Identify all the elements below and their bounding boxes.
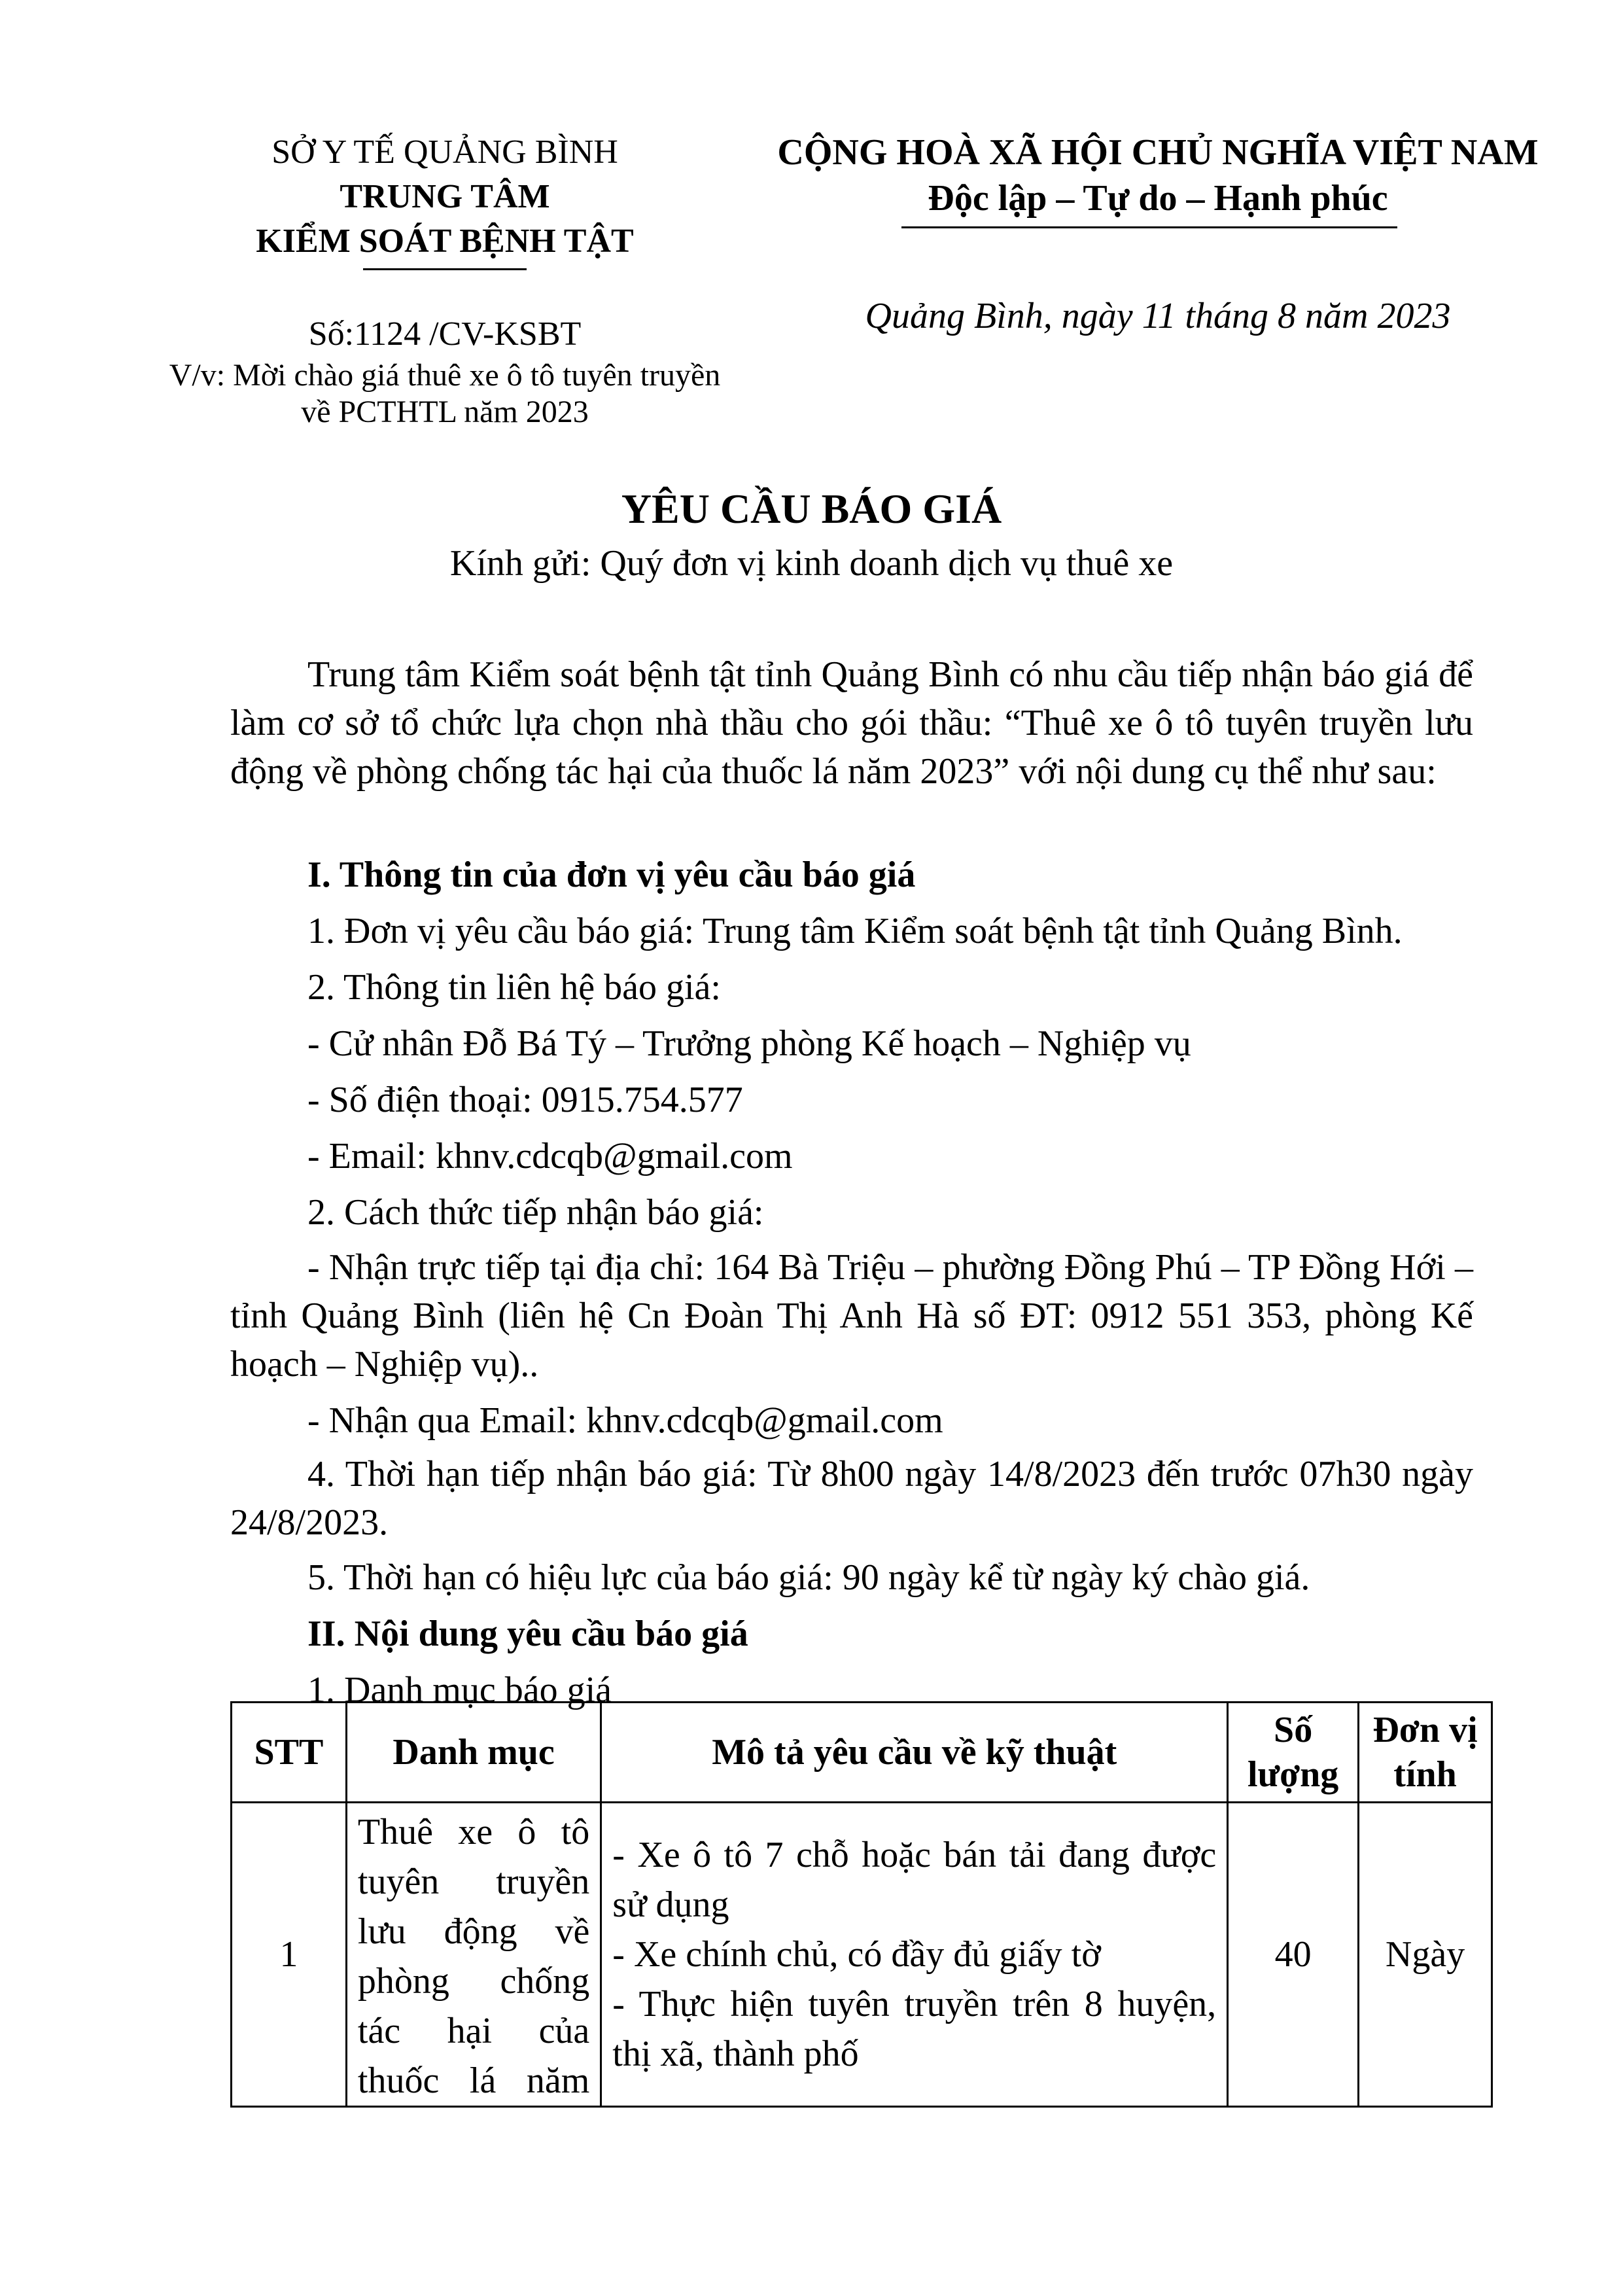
header-category: Danh mục [346,1703,601,1803]
section1-item5: 5. Thời hạn có hiệu lực của báo giá: 90 ngày kể từ ngày ký chào giá. [307,1557,1310,1598]
section1-item2: 2. Thông tin liên hệ báo giá: [307,967,721,1008]
row-unit: Ngày [1359,1803,1492,2107]
table-header-row [232,1703,1492,1803]
header-quantity: Số lượng [1228,1703,1359,1803]
section1-item1: 1. Đơn vị yêu cầu báo giá: Trung tâm Kiểm soát bệnh tật tỉnh Quảng Bình. [307,911,1403,951]
requirement-vehicle: - Xe ô tô 7 chỗ hoặc bán tải đang được sử dụng [612,1835,1217,1925]
country-name: CỘNG HOÀ XÃ HỘI CHỦ NGHĨA VIỆT NAM [777,132,1539,173]
place-date: Quảng Bình, ngày 11 tháng 8 năm 2023 [865,296,1451,336]
document-title: YÊU CẦU BÁO GIÁ [621,486,1002,532]
header-unit: Đơn vị tính [1359,1703,1492,1803]
subject-line2: về PCTHTL năm 2023 [301,395,589,429]
requirement-coverage: - Thực hiện tuyên truyền trên 8 huyện, thị xã, thành phố [612,1984,1217,2074]
contact-email: - Email: khnv.cdcqb@gmail.com [307,1136,793,1176]
header-stt: STT [232,1703,347,1803]
section1-item3: 2. Cách thức tiếp nhận báo giá: [307,1192,764,1233]
agency-underline [363,268,527,270]
motto-underline [901,226,1397,228]
row-category: Thuê xe ô tô tuyên truyền lưu động về phòng chống tác hại của thuốc lá năm [346,1803,601,2107]
agency-center-line2: KIỂM SOÁT BỆNH TẬT [256,222,634,260]
quote-table [230,1701,1493,2108]
agency-center-line1: TRUNG TÂM [340,178,550,215]
requirement-ownership: - Xe chính chủ, có đầy đủ giấy tờ [612,1934,1101,1975]
header-description: Mô tả yêu cầu về kỹ thuật [601,1703,1228,1803]
recipient: Kính gửi: Quý đơn vị kinh doanh dịch vụ thuê xe [449,543,1174,584]
row-quantity: 40 [1228,1803,1359,2107]
intro-paragraph: Trung tâm Kiểm soát bệnh tật tỉnh Quảng Bình có nhu cầu tiếp nhận báo giá để làm cơ sở tổ chức lựa chọn nhà thầu cho gói thầu: “Thuê xe ô tô tuyên truyền lưu động về phòng chống tác hại của thuốc lá năm 2023” với nội dung cụ thể như sau: [230,654,1473,792]
row-stt: 1 [232,1803,347,2107]
receive-email: - Nhận qua Email: khnv.cdcqb@gmail.com [307,1400,943,1441]
section2-heading: II. Nội dung yêu cầu báo giá [307,1614,748,1654]
receive-direct: - Nhận trực tiếp tại địa chỉ: 164 Bà Triệu – phường Đồng Phú – TP Đồng Hới – tỉnh Quảng Bình (liên hệ Cn Đoàn Thị Anh Hà số ĐT: 0912 551 353, phòng Kế hoạch – Nghiệp vụ).. [230,1247,1473,1385]
section1-item4: 4. Thời hạn tiếp nhận báo giá: Từ 8h00 ngày 14/8/2023 đến trước 07h30 ngày 24/8/2023. [230,1454,1473,1543]
row-description [601,1803,1228,2107]
national-motto: Độc lập – Tự do – Hạnh phúc [928,178,1388,219]
table-row [232,1803,1492,2107]
section2-item1: 1. Danh mục báo giá [307,1670,612,1710]
subject-line1: V/v: Mời chào giá thuê xe ô tô tuyên truyền [169,358,721,393]
contact-phone: - Số điện thoại: 0915.754.577 [307,1080,743,1120]
document-number: Số:1124 /CV-KSBT [308,315,582,353]
contact-person: - Cử nhân Đỗ Bá Tý – Trưởng phòng Kế hoạch – Nghiệp vụ [307,1023,1191,1064]
section1-heading: I. Thông tin của đơn vị yêu cầu báo giá [307,855,916,895]
agency-ministry: SỞ Y TẾ QUẢNG BÌNH [271,133,618,171]
